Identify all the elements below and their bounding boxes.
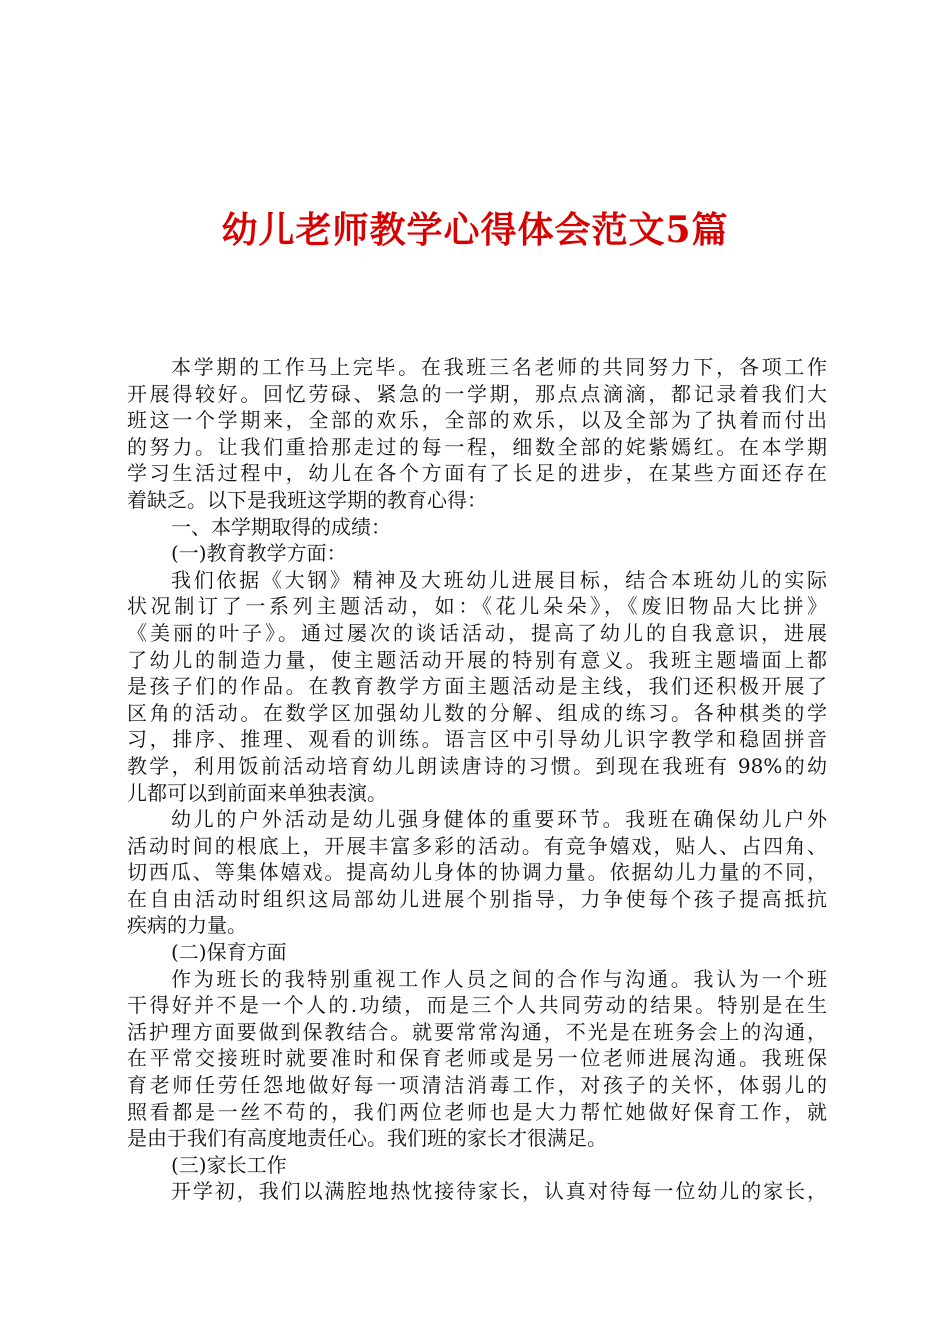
paragraph-line: 状况制订了一系列主题活动，如：《花儿朵朵》，《废旧物品大比拼》 (127, 594, 827, 619)
paragraph-line: 教学，利用饭前活动培育幼儿朗读唐诗的习惯。到现在我班有 98%的幼 (127, 753, 827, 778)
paragraph-line: 了幼儿的制造力量，使主题活动开展的特别有意义。我班主题墙面上都 (127, 647, 827, 672)
paragraph-line: 干得好并不是一个人的.功绩，而是三个人共同劳动的结果。特别是在生 (127, 993, 827, 1018)
paragraph-line: 疾病的力量。 (127, 913, 247, 938)
paragraph-line: 的努力。让我们重拾那走过的每一程，细数全部的姹紫嫣红。在本学期 (127, 434, 827, 459)
paragraph-line: (一)教育教学方面： (171, 541, 347, 566)
paragraph-line: 学习生活过程中，幼儿在各个方面有了长足的进步，在某些方面还存在 (127, 461, 827, 486)
paragraph-line: 习，排序、推理、观看的训练。语言区中引导幼儿识字教学和稳固拼音 (127, 727, 827, 752)
paragraph-line: 着缺乏。以下是我班这学期的教育心得： (127, 487, 487, 512)
paragraph-line: 区角的活动。在数学区加强幼儿数的分解、组成的练习。各种棋类的学 (127, 700, 827, 725)
paragraph-line: 活动时间的根底上，开展丰富多彩的活动。有竞争嬉戏，贴人、占四角、 (127, 833, 827, 858)
paragraph-line: 本学期的工作马上完毕。在我班三名老师的共同努力下，各项工作 (171, 355, 827, 379)
paragraph-line: 《美丽的叶子》。通过屡次的谈话活动，提高了幼儿的自我意识，进展 (127, 620, 827, 645)
paragraph-line: 作为班长的我特别重视工作人员之间的合作与沟通。我认为一个班 (171, 966, 827, 991)
paragraph-line: (二)保育方面 (171, 940, 287, 965)
paragraph-line: 在自由活动时组织这局部幼儿进展个别指导，力争使每个孩子提高抵抗 (127, 886, 827, 911)
paragraph-line: 我们依据《大钢》精神及大班幼儿进展目标，结合本班幼儿的实际 (171, 567, 827, 592)
paragraph-line: 是孩子们的作品。在教育教学方面主题活动是主线，我们还积极开展了 (127, 674, 827, 699)
document-title: 幼儿老师教学心得体会范文5篇 (221, 209, 729, 251)
paragraph-line: 开展得较好。回忆劳碌、紧急的一学期，那点点滴滴，都记录着我们大 (127, 381, 827, 406)
paragraph-line: 儿都可以到前面来单独表演。 (127, 780, 387, 805)
paragraph-line: 班这一个学期来，全部的欢乐，全部的欢乐，以及全部为了执着而付出 (127, 408, 827, 433)
paragraph-line: 在平常交接班时就要准时和保育老师或是另一位老师进展沟通。我班保 (127, 1046, 827, 1071)
paragraph-line: 育老师任劳任怨地做好每一项清洁消毒工作，对孩子的关怀，体弱儿的 (127, 1073, 827, 1098)
paragraph-line: 照看都是一丝不苟的，我们两位老师也是大力帮忙她做好保育工作，就 (127, 1099, 827, 1124)
paragraph-line: 开学初，我们以满腔地热忱接待家长，认真对待每一位幼儿的家长， (171, 1179, 827, 1204)
paragraph-line: 活护理方面要做到保教结合。就要常常沟通，不光是在班务会上的沟通， (127, 1019, 827, 1044)
paragraph-line: 幼儿的户外活动是幼儿强身健体的重要环节。我班在确保幼儿户外 (171, 807, 827, 832)
paragraph-line: 切西瓜、等集体嬉戏。提高幼儿身体的协调力量。依据幼儿力量的不同， (127, 860, 827, 885)
paragraph-line: 是由于我们有高度地责任心。我们班的家长才很满足。 (127, 1126, 607, 1151)
paragraph-line: 一、本学期取得的成绩： (171, 514, 391, 539)
document-body (127, 354, 827, 1205)
paragraph-line: (三)家长工作 (171, 1152, 287, 1177)
